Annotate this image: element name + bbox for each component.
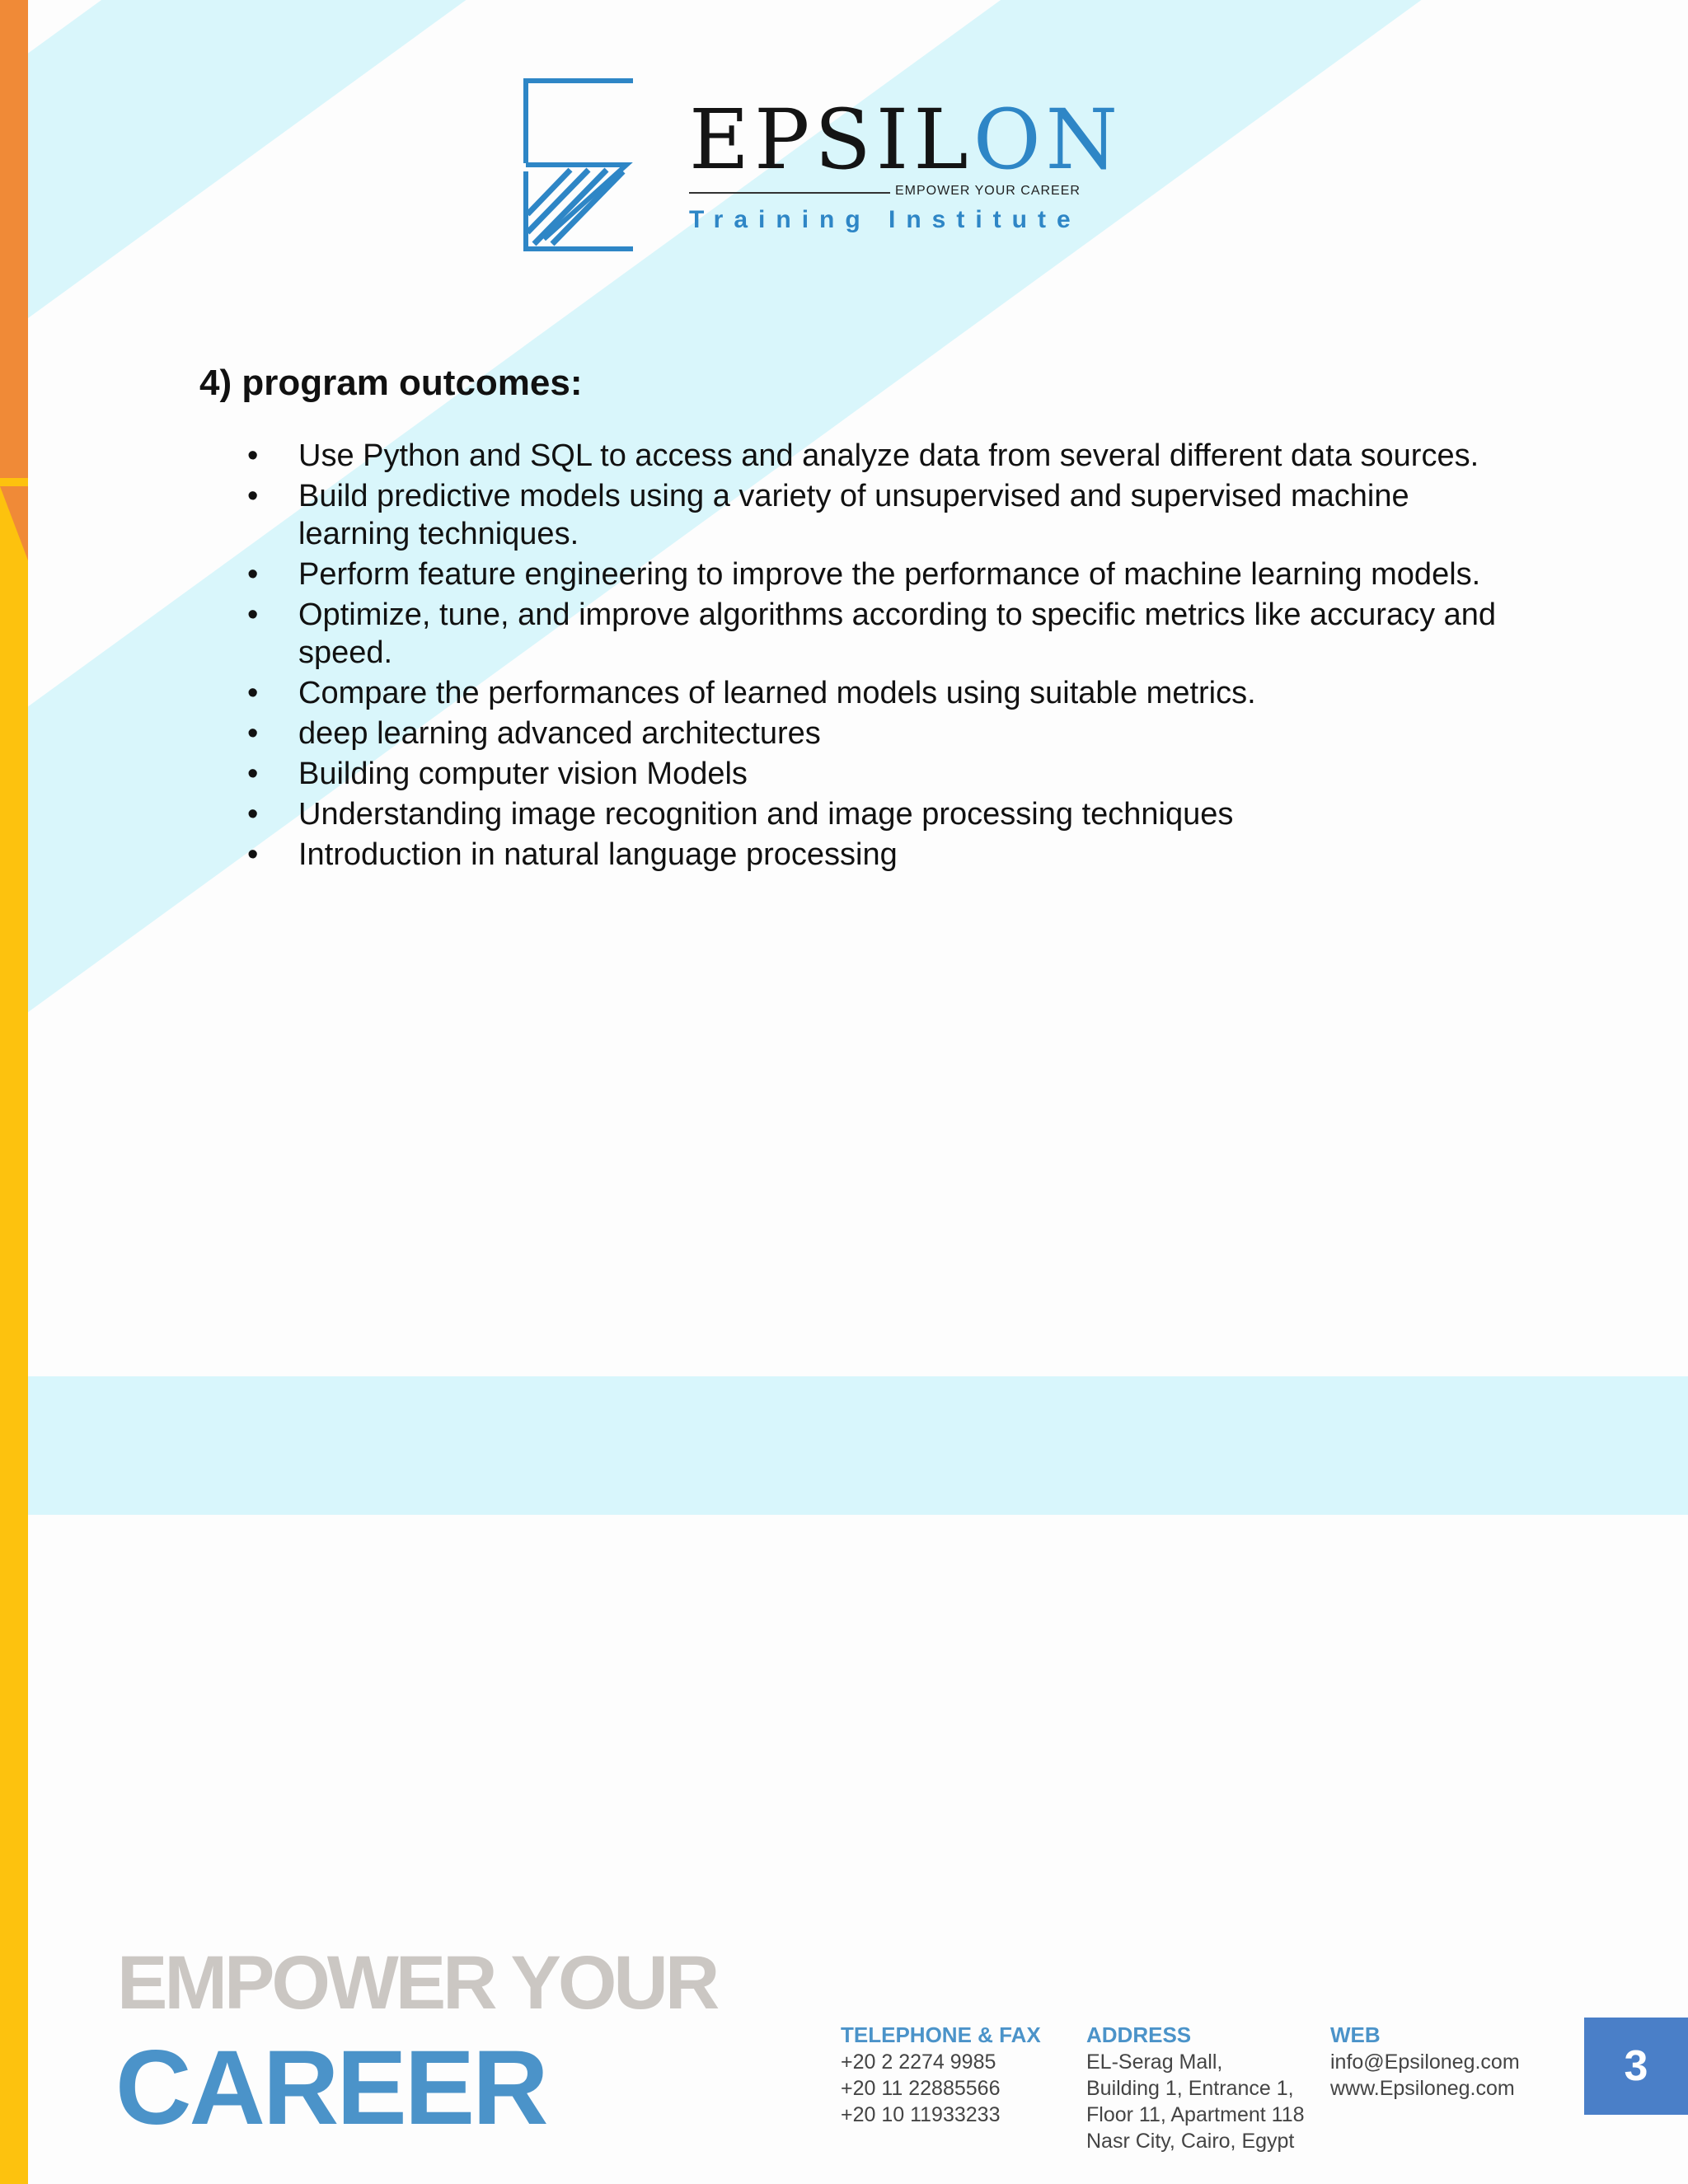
email-link[interactable]: info@Epsiloneg.com: [1330, 2050, 1520, 2074]
web-title: WEB: [1330, 2022, 1381, 2047]
phone-line: +20 2 2274 9985: [841, 2050, 996, 2074]
phone-title: TELEPHONE & FAX: [841, 2022, 1041, 2047]
outcome-item: • Optimize, tune, and improve algorithms according to specific metrics like accuracy and speed.: [244, 596, 1505, 672]
outcomes-list: [244, 437, 1505, 876]
outcome-item: • Compare the performances of learned models using suitable metrics.: [244, 674, 1505, 712]
outcome-item: • Understanding image recognition and image processing techniques: [244, 795, 1505, 833]
outcome-item: • deep learning advanced architectures: [244, 715, 1505, 752]
background-band: [28, 1376, 1688, 1515]
side-accent-yellow: [0, 478, 28, 2184]
logo-subtitle: Training Institute: [689, 206, 1081, 233]
address-line: Floor 11, Apartment 118: [1086, 2103, 1305, 2126]
outcome-item: • Introduction in natural language processing: [244, 836, 1505, 874]
logo-mark-icon: [519, 74, 643, 255]
side-accent-orange: [0, 0, 28, 503]
footer-phone-column: [841, 2021, 1041, 2128]
footer-slogan-line2: CAREER: [115, 2029, 546, 2147]
footer-slogan-line1: EMPOWER YOUR: [117, 1941, 717, 2025]
address-line: Building 1, Entrance 1,: [1086, 2077, 1294, 2100]
outcome-item: • Build predictive models using a variety of unsupervised and supervised machine learning techniques.: [244, 477, 1505, 553]
phone-line: +20 11 22885566: [841, 2077, 1001, 2100]
epsilon-logo: [519, 74, 1123, 255]
outcome-item: • Perform feature engineering to improve the performance of machine learning models.: [244, 555, 1505, 593]
outcome-item: • Building computer vision Models: [244, 755, 1505, 793]
page-number-badge: 3: [1584, 2018, 1688, 2115]
website-link[interactable]: www.Epsiloneg.com: [1330, 2077, 1515, 2100]
logo-wordmark: EPSILON: [689, 91, 1123, 188]
address-line: EL-Serag Mall,: [1086, 2050, 1223, 2074]
footer-address-column: [1086, 2021, 1305, 2154]
address-title: ADDRESS: [1086, 2022, 1192, 2047]
address-line: Nasr City, Cairo, Egypt: [1086, 2130, 1295, 2153]
phone-line: +20 10 11933233: [841, 2103, 1001, 2126]
logo-tagline: EMPOWER YOUR CAREER: [895, 184, 1081, 198]
logo-divider: [689, 192, 890, 194]
side-accent-wedge: [0, 486, 28, 560]
footer-web-column: [1330, 2021, 1520, 2102]
section-heading: 4) program outcomes:: [199, 363, 583, 403]
outcome-item: • Use Python and SQL to access and analyze data from several different data sources.: [244, 437, 1505, 475]
